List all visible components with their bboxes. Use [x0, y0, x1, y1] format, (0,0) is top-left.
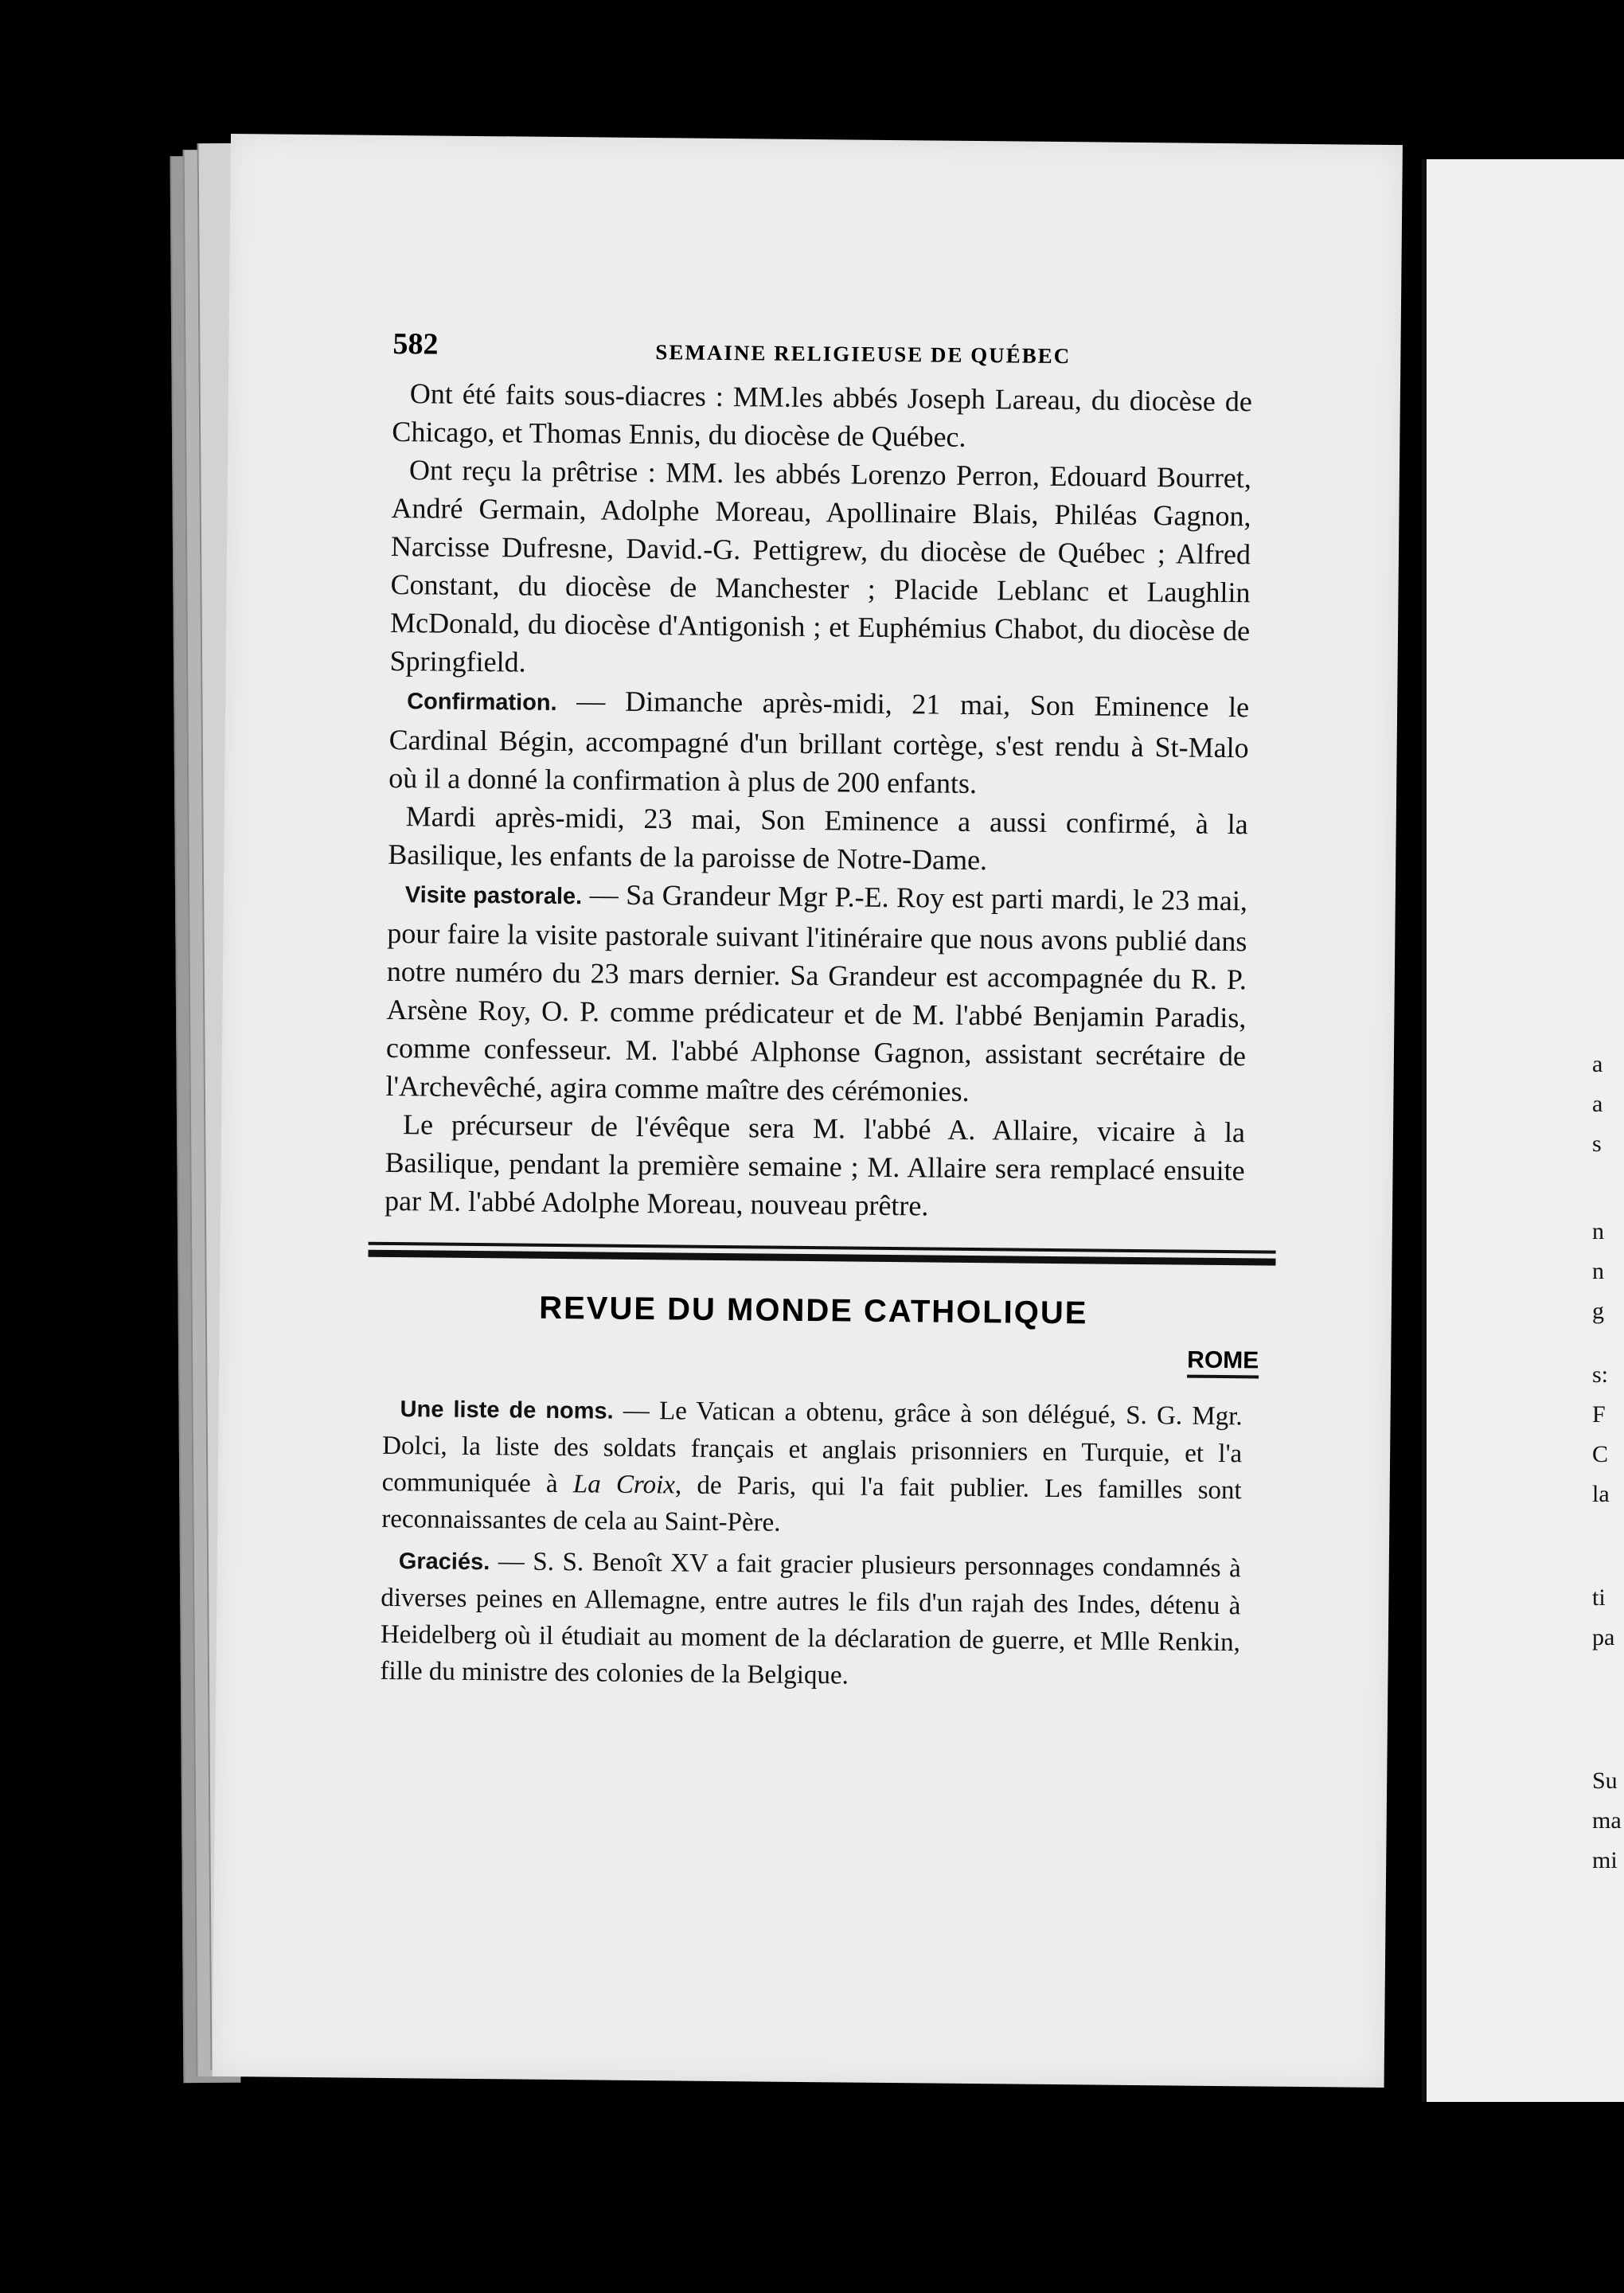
facing-page-fragment: s — [1592, 1131, 1602, 1157]
subsection-label: ROME — [1187, 1347, 1259, 1379]
runin-heading: Visite pastorale. — [404, 882, 583, 910]
facing-page-fragment: Su — [1592, 1768, 1618, 1794]
paragraph-text: — Dimanche après-midi, 21 mai, Son Eminence le Cardinal Bégin, accompagné d'un brillant cortège, s'est rendu à St-Malo où il a donné la confirmation à plus de 200 enfants. — [388, 685, 1250, 800]
facing-page-fragment: F — [1592, 1401, 1606, 1428]
paragraph-text: — Le Vatican a obtenu, grâce à son délégué, S. G. Mgr. Dolci, la liste des soldats français et anglais prisonniers en Turquie, et l'a communiquée à — [381, 1396, 1243, 1499]
paragraph — [388, 680, 1249, 805]
facing-page-fragment: s: — [1592, 1361, 1609, 1388]
italic-title: La Croix — [572, 1470, 676, 1500]
facing-page-fragment: g — [1592, 1298, 1604, 1324]
paragraph-text: Mardi après-midi, 23 mai, Son Eminence a aussi confirmé, à la Basilique, les enfants de la paroisse de Notre-Dame. — [388, 800, 1248, 877]
running-title: SEMAINE RELIGIEUSE DE QUÉBEC — [655, 340, 1072, 369]
paragraph — [392, 374, 1252, 459]
page-content — [380, 326, 1259, 1697]
paragraph — [381, 1390, 1243, 1545]
scanned-page — [213, 134, 1403, 2088]
runin-heading: Graciés. — [398, 1549, 490, 1576]
facing-page-fragment: mi — [1592, 1847, 1618, 1873]
runin-heading: Confirmation. — [407, 689, 557, 716]
revue-section — [380, 1289, 1259, 1697]
paragraph — [380, 1542, 1241, 1697]
page-header — [392, 326, 1253, 382]
paragraph-text: Ont été faits sous-diacres : MM.les abbés Joseph Lareau, du diocèse de Chicago, et Thomas Ennis, du diocèse de Québec. — [392, 377, 1253, 453]
facing-page-fragment: ti — [1592, 1584, 1606, 1611]
paragraph-text: Ont reçu la prêtrise : MM. les abbés Lorenzo Perron, Edouard Bourret, André Germain, Adolphe Moreau, Apollinaire Blais, Philéas Gagnon, Narcisse Dufresne, David.-G. Pettigrew, du diocèse de Québec ; Alfred Constant, du diocèse de Manchester ; Placide Leblanc et Laughlin McDonald, du diocèse d'Antigonish ; et Euphémius Chabot, du diocèse de Springfield. — [389, 454, 1252, 678]
paragraph-text: — Sa Grandeur Mgr P.-E. Roy est parti mardi, le 23 mai, pour faire la visite pastorale suivant l'itinéraire que nous avons publié dans notre numéro du 23 mars dernier. Sa Grandeur est accompagnée du R. P. Arsène Roy, O. P. comme prédicateur et de M. l'abbé Benjamin Paradis, comme confesseur. M. l'abbé Alphonse Gagnon, assistant secrétaire de l'Archevêché, agira comme maître des cérémonies. — [385, 878, 1248, 1107]
paragraph-text: , de Paris, qui l'a fait publier. Les familles sont reconnaissantes de cela au Saint-Père. — [381, 1471, 1242, 1537]
paragraph — [385, 873, 1247, 1113]
facing-page-fragment: a — [1592, 1051, 1603, 1077]
facing-page-fragment: ma — [1592, 1807, 1622, 1834]
facing-page-fragment: a — [1592, 1091, 1603, 1117]
paragraph — [388, 797, 1248, 881]
paragraph — [389, 451, 1251, 688]
section-divider — [368, 1242, 1275, 1266]
facing-page-fragment: C — [1592, 1441, 1609, 1467]
paragraph-text: — S. S. Benoît XV a fait gracier plusieurs personnages condamnés à diverses peines en Allemagne, entre autres le fils d'un rajah des Indes, détenu à Heidelberg où il étudiait au moment de la déclaration de guerre, et Mlle Renkin, fille du ministre des colonies de la Belgique. — [380, 1547, 1241, 1690]
facing-page-fragment: n — [1592, 1258, 1604, 1284]
runin-heading: Une liste de noms. — [400, 1397, 614, 1424]
facing-page-fragment: la — [1592, 1481, 1610, 1507]
paragraph — [385, 1105, 1245, 1228]
section-title: REVUE DU MONDE CATHOLIQUE — [539, 1290, 1088, 1331]
news-section — [385, 374, 1252, 1228]
page-number: 582 — [392, 326, 439, 361]
facing-page-fragment: pa — [1592, 1624, 1615, 1650]
facing-page-fragment: n — [1592, 1218, 1604, 1244]
paragraph-text: Le précurseur de l'évêque sera M. l'abbé A. Allaire, vicaire à la Basilique, pendant la première semaine ; M. Allaire sera remplacé ensuite par M. l'abbé Adolphe Moreau, nouveau prêtre. — [384, 1108, 1246, 1222]
subsection-heading — [383, 1339, 1259, 1375]
